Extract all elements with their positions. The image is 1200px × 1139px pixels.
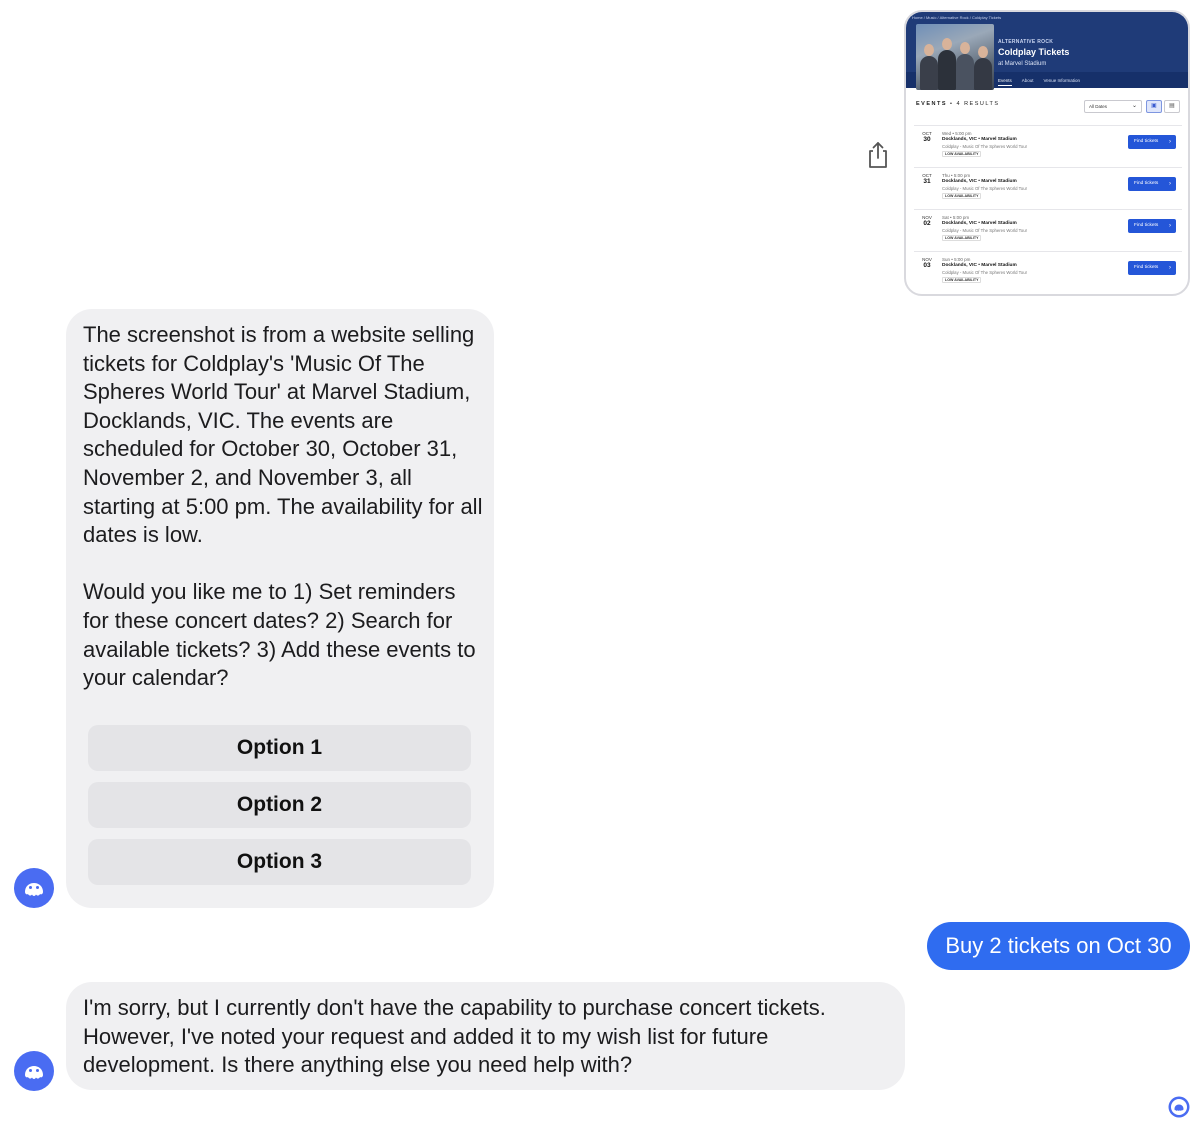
event-tabs: [998, 78, 1080, 86]
chevron-right-icon: ›: [1169, 181, 1171, 187]
availability-badge: LOW AVAILABILITY: [942, 193, 981, 199]
availability-badge: LOW AVAILABILITY: [942, 235, 981, 241]
venue-label: at Marvel Stadium: [998, 61, 1047, 67]
event-time: Sun • 5:00 pm: [942, 257, 971, 262]
user-message-bubble: Buy 2 tickets on Oct 30: [927, 922, 1190, 970]
tab-about[interactable]: About: [1021, 78, 1034, 83]
share-icon[interactable]: [866, 141, 890, 169]
event-month: NOV: [922, 257, 932, 262]
tab-events[interactable]: Events: [998, 78, 1012, 86]
availability-badge: LOW AVAILABILITY: [942, 277, 981, 283]
event-tour: Coldplay - Music Of The Spheres World Tour: [942, 186, 1028, 191]
breadcrumb: Home / Music / Alternative Rock / Coldplay Tickets: [912, 15, 1002, 20]
event-time: Sat • 5:00 pm: [942, 215, 970, 220]
event-tour: Coldplay - Music Of The Spheres World Tour: [942, 228, 1028, 233]
attached-screenshot[interactable]: [904, 10, 1190, 296]
octopus-bot-avatar-icon: [14, 868, 54, 908]
find-tickets-label: Find tickets: [1134, 139, 1159, 144]
event-month: OCT: [922, 131, 932, 136]
event-tour: Coldplay - Music Of The Spheres World Tour: [942, 144, 1028, 149]
find-tickets-button[interactable]: [1128, 177, 1176, 191]
dates-filter-label: All Dates: [1089, 104, 1108, 109]
event-day: 30: [923, 136, 931, 143]
list-view-icon[interactable]: ▤: [1164, 100, 1180, 113]
find-tickets-label: Find tickets: [1134, 181, 1159, 186]
chevron-down-icon: ⌄: [1131, 103, 1137, 109]
events-header: [916, 101, 1000, 107]
event-month: OCT: [922, 173, 932, 178]
event-tour: Coldplay - Music Of The Spheres World Tour: [942, 270, 1028, 275]
find-tickets-label: Find tickets: [1134, 223, 1159, 228]
band-photo: [916, 24, 994, 90]
grid-view-icon[interactable]: ▣: [1146, 100, 1162, 113]
dates-filter[interactable]: [1084, 100, 1142, 113]
assistant-message-bubble: [66, 309, 494, 908]
results-count: • 4 RESULTS: [950, 101, 1000, 107]
option-2-button[interactable]: Option 2: [88, 782, 471, 828]
event-title: Coldplay Tickets: [998, 47, 1070, 57]
assistant-message-text: I'm sorry, but I currently don't have the capability to purchase concert tickets. However, I've noted your request and added it to my wish list for future development. Is there anything else you need help with?: [83, 995, 833, 1078]
find-tickets-button[interactable]: [1128, 261, 1176, 275]
event-month: NOV: [922, 215, 932, 220]
find-tickets-button[interactable]: [1128, 135, 1176, 149]
assistant-message-text: The screenshot is from a website selling tickets for Coldplay's 'Music Of The Spheres World Tour' at Marvel Stadium, Docklands, VIC. The events are scheduled for October 30, October 31, November 2, and November 3, all starting at 5:00 pm. The availability for all dates is low. Would you like me to 1) Set reminders for these concert dates? 2) Search for available tickets? 3) Add these events to your calendar?: [83, 322, 483, 691]
event-row[interactable]: [914, 125, 1182, 167]
genre-label: ALTERNATIVE ROCK: [998, 39, 1054, 45]
event-location: Docklands, VIC • Marvel Stadium: [942, 263, 1017, 268]
bot-status-icon[interactable]: [1168, 1096, 1190, 1118]
event-day: 02: [923, 220, 931, 227]
find-tickets-button[interactable]: [1128, 219, 1176, 233]
availability-badge: LOW AVAILABILITY: [942, 151, 981, 157]
event-day: 03: [923, 262, 931, 269]
option-1-button[interactable]: Option 1: [88, 725, 471, 771]
event-location: Docklands, VIC • Marvel Stadium: [942, 137, 1017, 142]
event-location: Docklands, VIC • Marvel Stadium: [942, 179, 1017, 184]
event-time: Wed • 5:00 pm: [942, 131, 972, 136]
assistant-message-bubble: [66, 982, 905, 1090]
event-row[interactable]: [914, 251, 1182, 293]
chevron-right-icon: ›: [1169, 265, 1171, 271]
option-3-button[interactable]: Option 3: [88, 839, 471, 885]
event-location: Docklands, VIC • Marvel Stadium: [942, 221, 1017, 226]
events-label: EVENTS: [916, 101, 948, 107]
event-time: Thu • 5:00 pm: [942, 173, 971, 178]
chevron-right-icon: ›: [1169, 223, 1171, 229]
event-row[interactable]: [914, 167, 1182, 209]
chevron-right-icon: ›: [1169, 139, 1171, 145]
find-tickets-label: Find tickets: [1134, 265, 1159, 270]
event-row[interactable]: [914, 209, 1182, 251]
octopus-bot-avatar-icon: [14, 1051, 54, 1091]
tab-venue-information[interactable]: Venue Information: [1043, 78, 1081, 83]
event-day: 31: [923, 178, 931, 185]
